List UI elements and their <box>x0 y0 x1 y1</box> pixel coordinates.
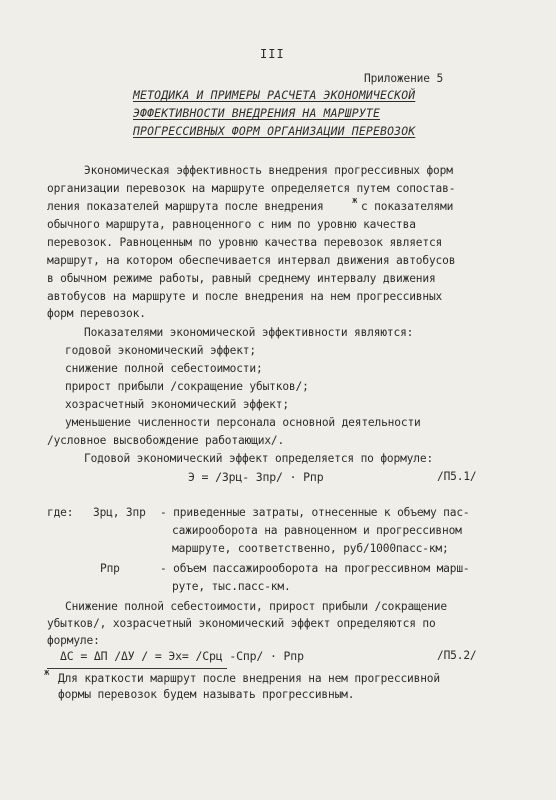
paragraph-line: формуле: <box>47 634 100 647</box>
formula-1-number: /П5.1/ <box>437 470 477 483</box>
page-number: III <box>260 47 285 61</box>
indicator-item: уменьшение численности персонала основной деятельности <box>65 416 421 429</box>
footnote-marker: ж <box>44 668 50 678</box>
formula-2-number: /П5.2/ <box>437 649 477 662</box>
indicator-item: снижение полной себестоимости; <box>65 362 263 375</box>
footnote-line: Для краткости маршрут после внедрения на нем прогрессивной <box>58 672 440 685</box>
paragraph-line: автобусов на маршруте и после внедрения на нем прогрессивных <box>47 290 443 303</box>
indicators-intro: Показателями экономической эффективности являются: <box>84 326 414 339</box>
definition-text: сажирооборота на равноценном и прогрессивном <box>172 524 462 537</box>
paragraph-line: маршрут, на котором обеспечивается интервал движения автобусов <box>47 254 456 267</box>
definition-text: - объем пассажирооборота на прогрессивном марш- <box>160 562 470 575</box>
definition-text: - приведенные затраты, отнесенные к объему пас- <box>160 506 470 519</box>
where-label: где: <box>47 506 74 519</box>
paragraph-line: Экономическая эффективность внедрения прогрессивных форм <box>84 164 453 177</box>
paragraph-line: организации перевозок на маршруте определяется путем сопостав- <box>47 182 456 195</box>
definition-text: маршруте, соответственно, руб/1000пасс-км; <box>172 542 449 555</box>
formula-1: Э = /Зрц- Зпр/ · Pпр <box>188 470 324 484</box>
paragraph-line: обычного маршрута, равноценного с ним по уровню качества <box>47 218 416 231</box>
annual-effect-text: Годовой экономический эффект определяется по формуле: <box>84 452 434 465</box>
indicator-item: /условное высвобождение работающих/. <box>47 434 285 447</box>
indicator-item: прирост прибыли /сокращение убытков/; <box>65 380 309 393</box>
appendix-label: Приложение 5 <box>364 72 444 85</box>
footnote-line: формы перевозок будем называть прогрессивным. <box>58 688 355 701</box>
paragraph-line: в обычном режиме работы, равный среднему интервалу движения <box>47 272 436 285</box>
paragraph-line: ления показателей маршрута после внедрения <box>47 200 324 213</box>
definition-text: руте, тыс.пасс-км. <box>172 580 291 593</box>
paragraph-line: убытков/, хозрасчетный экономический эффект определяются по <box>47 617 436 630</box>
indicator-item: годовой экономический эффект; <box>65 344 256 357</box>
footnote-marker: ж <box>352 196 358 206</box>
formula-2: ΔС = ΔП /ΔУ / = Эх= /Срц -Спр/ · Pпр <box>60 649 304 663</box>
title-line: ЭФФЕКТИВНОСТИ ВНЕДРЕНИЯ НА МАРШРУТЕ <box>133 106 381 120</box>
title-line: МЕТОДИКА И ПРИМЕРЫ РАСЧЕТА ЭКОНОМИЧЕСКОЙ <box>133 88 416 102</box>
definition-symbol: Зрц, Зпр <box>93 506 146 519</box>
paragraph-line: форм перевозок. <box>47 307 146 320</box>
title-line: ПРОГРЕССИВНЫХ ФОРМ ОРГАНИЗАЦИИ ПЕРЕВОЗОК <box>133 124 416 138</box>
paragraph-line: с показателями <box>361 200 454 213</box>
paragraph-line: Снижение полной себестоимости, прирост прибыли /сокращение <box>65 600 447 613</box>
paragraph-line: перевозок. Равноценным по уровню качества перевозок является <box>47 236 443 249</box>
indicator-item: хозрасчетный экономический эффект; <box>65 398 289 411</box>
footnote-rule <box>47 668 227 669</box>
definition-symbol: Pпр <box>100 562 120 575</box>
